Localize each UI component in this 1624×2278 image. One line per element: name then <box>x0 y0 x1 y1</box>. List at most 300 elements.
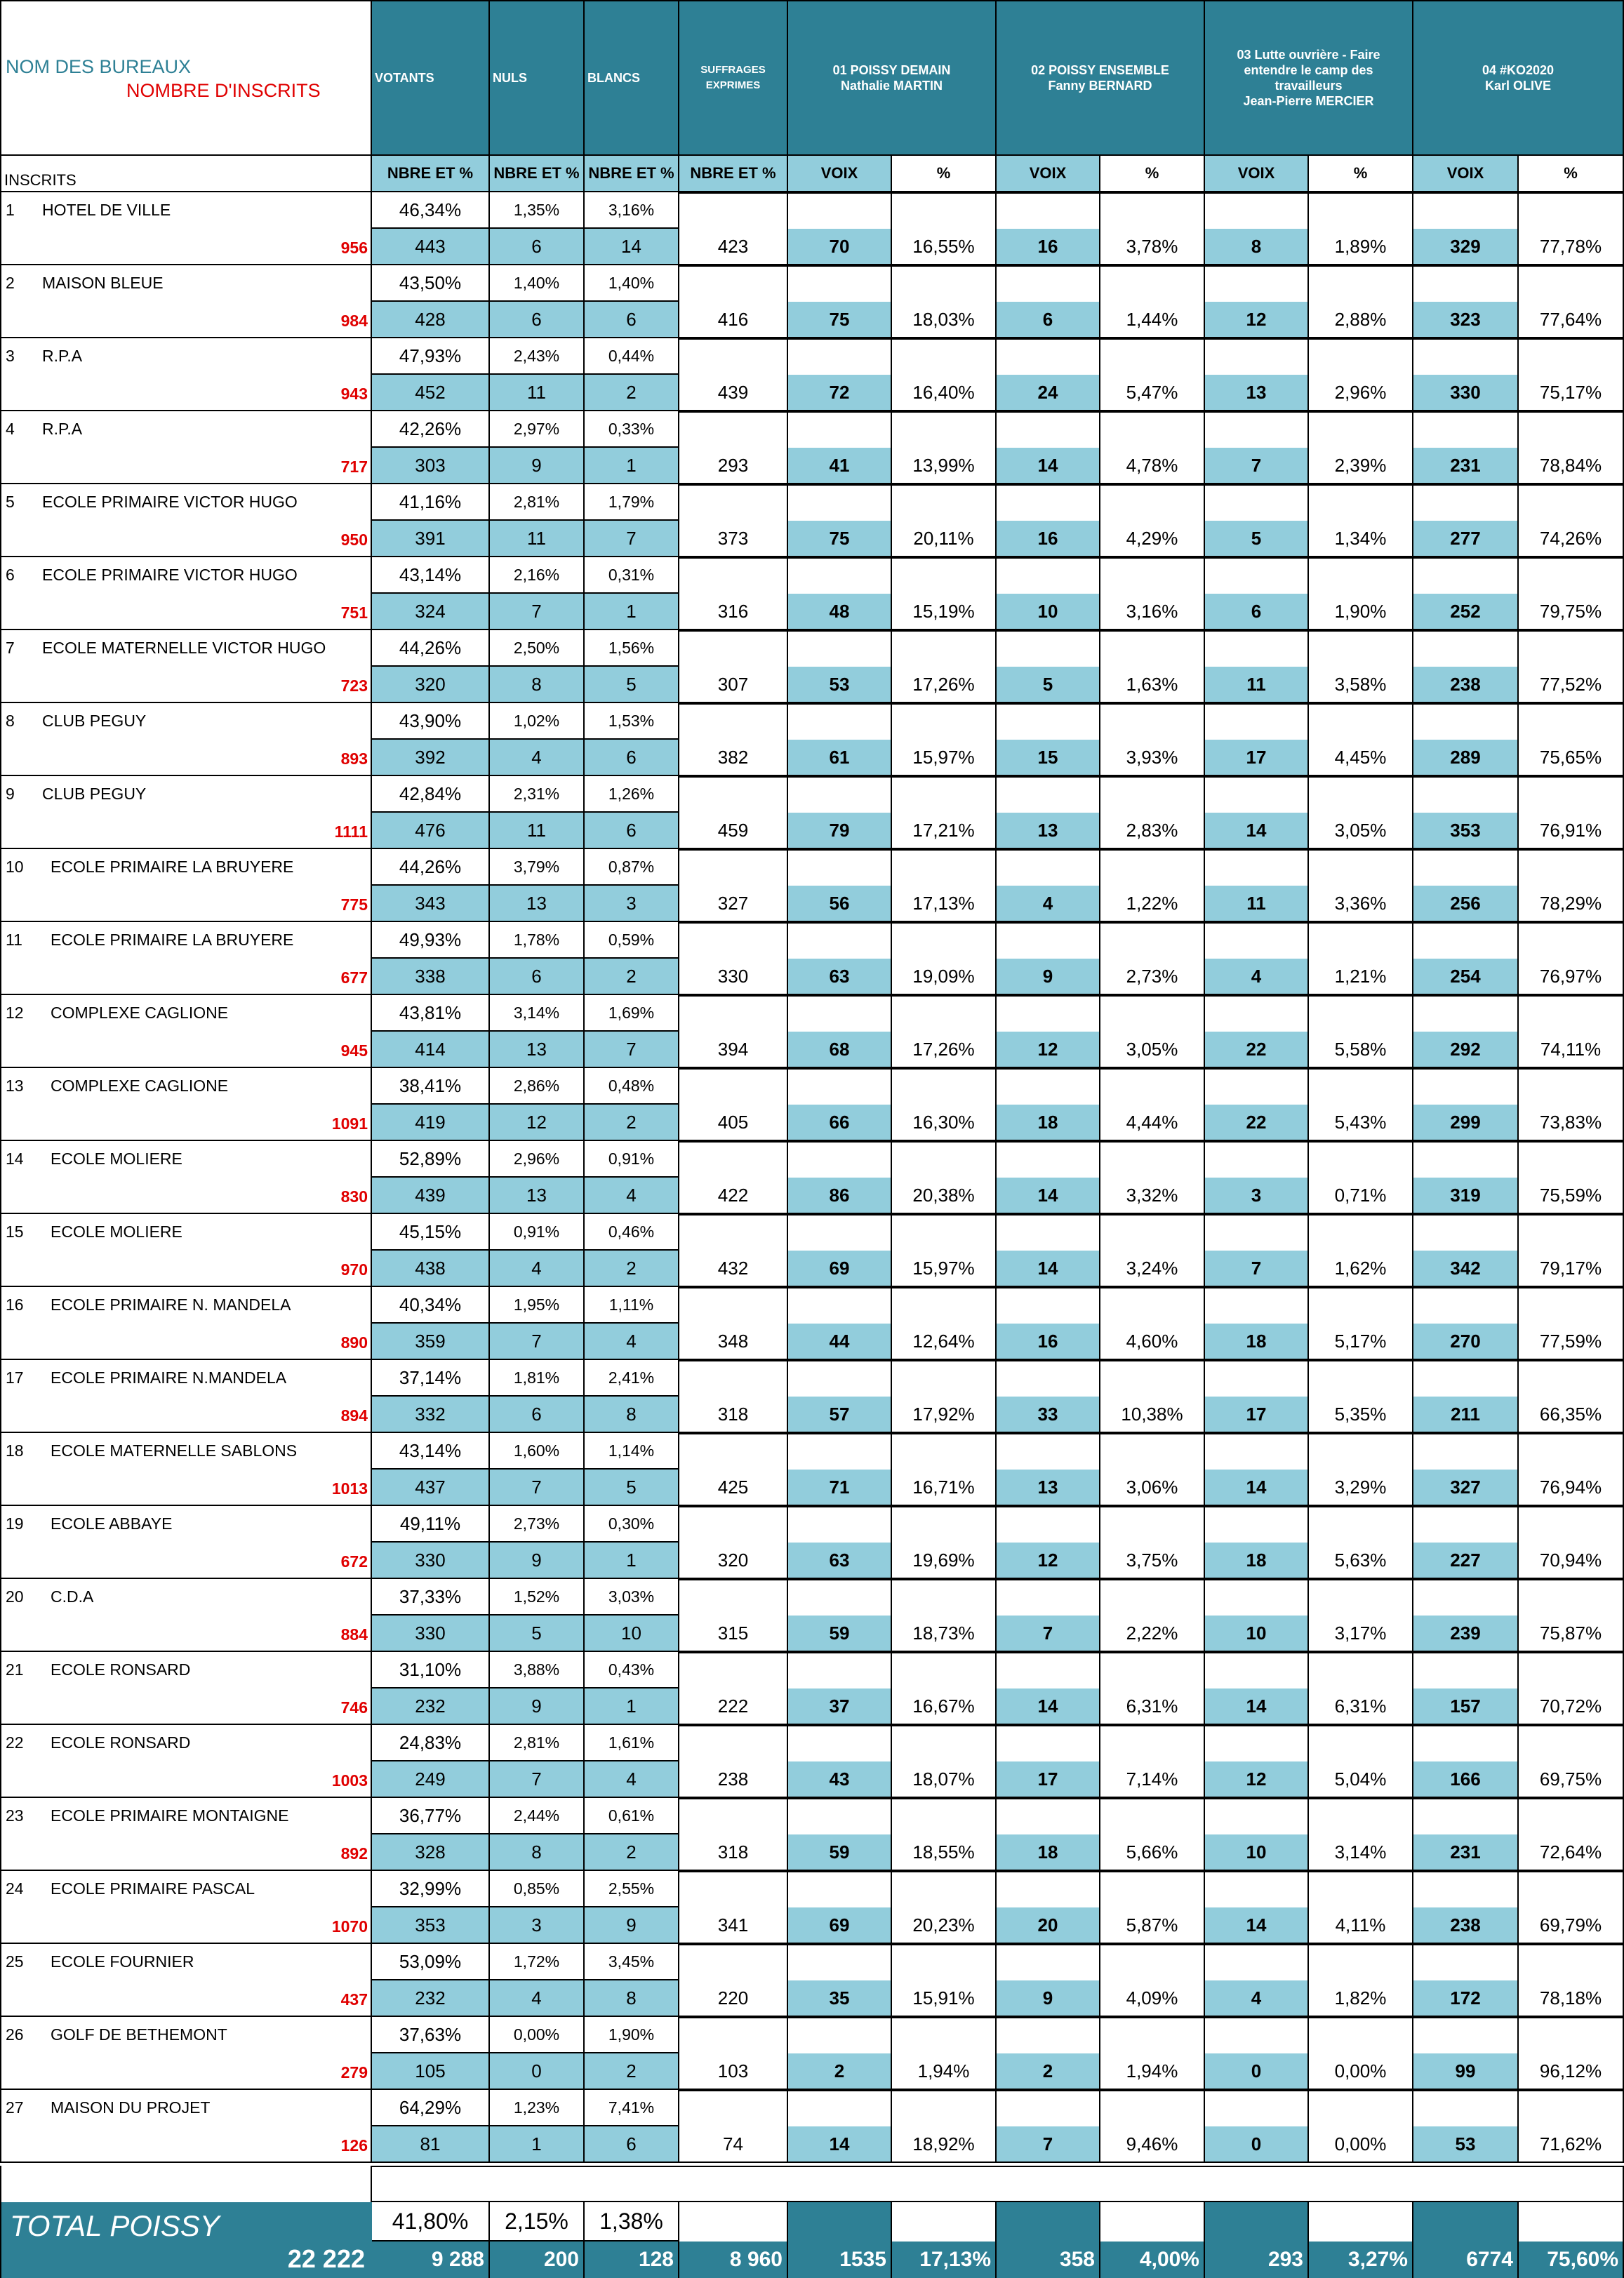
nuls-pct-cell: 2,97% <box>490 411 585 448</box>
c2-top-cell <box>997 703 1100 740</box>
c2-top-cell <box>997 1214 1100 1251</box>
bureau-name: COMPLEXE CAGLIONE <box>51 1077 229 1095</box>
bureau-name: ECOLE PRIMAIRE LA BRUYERE <box>51 931 294 949</box>
c4p-top-cell <box>1519 2017 1624 2053</box>
c4p-cell: 78,18% <box>1519 1980 1624 2017</box>
c3-top-cell <box>1205 1579 1309 1616</box>
table-row <box>0 1798 1624 1871</box>
blancs-pct-cell: 0,33% <box>585 411 679 448</box>
c3-cell: 4 <box>1205 1980 1309 2017</box>
votants-pct-cell: 24,83% <box>372 1725 490 1761</box>
total-blancs: 128 <box>585 2242 679 2278</box>
c4-top-cell <box>1413 1725 1519 1761</box>
nombre-inscrits-label: NOMBRE D'INSCRITS <box>126 80 321 101</box>
c2-top-cell <box>997 849 1100 886</box>
total-inscrits: 22 222 <box>287 2244 365 2273</box>
votants-cell: 452 <box>372 375 490 411</box>
c3p-cell: 1,89% <box>1309 229 1413 265</box>
table-row <box>0 922 1624 995</box>
table-header <box>0 0 1624 156</box>
c4p-top-cell <box>1519 1871 1624 1907</box>
blancs-pct-cell: 2,41% <box>585 1360 679 1397</box>
c1p-cell: 12,64% <box>892 1324 997 1360</box>
c1-cell: 59 <box>788 1834 892 1871</box>
bureau-number: 16 <box>6 1295 24 1314</box>
c1-cell: 69 <box>788 1907 892 1944</box>
c3p-cell: 2,96% <box>1309 375 1413 411</box>
votants-cell: 303 <box>372 448 490 484</box>
exprimes-top-cell <box>679 1360 788 1397</box>
total-nuls-pct: 2,15% <box>490 2202 585 2242</box>
c4p-top-cell <box>1519 703 1624 740</box>
c1p-top-cell <box>892 484 997 521</box>
c2-top-cell <box>997 2090 1100 2126</box>
exprimes-cell: 425 <box>679 1470 788 1506</box>
c3p-top-cell <box>1309 849 1413 886</box>
bureau-header-cell <box>0 0 372 156</box>
table-row <box>0 1433 1624 1506</box>
votants-pct-cell: 44,26% <box>372 630 490 667</box>
bureau-name: COMPLEXE CAGLIONE <box>51 1004 229 1022</box>
c3p-top-cell <box>1309 338 1413 375</box>
c4-cell: 256 <box>1413 886 1519 922</box>
c3p-cell: 6,31% <box>1309 1688 1413 1725</box>
votants-pct-cell: 41,16% <box>372 484 490 521</box>
c2-cell: 20 <box>997 1907 1100 1944</box>
nuls-pct-cell: 1,72% <box>490 1944 585 1980</box>
c3-top-cell <box>1205 776 1309 813</box>
votants-cell: 81 <box>372 2126 490 2163</box>
table-row <box>0 1725 1624 1798</box>
c3p-top-cell <box>1309 1579 1413 1616</box>
bureau-cell <box>0 2090 372 2163</box>
c3-cell: 0 <box>1205 2053 1309 2090</box>
blancs-pct-cell: 2,55% <box>585 1871 679 1907</box>
blancs-pct-cell: 0,30% <box>585 1506 679 1543</box>
c1p-top-cell <box>892 1871 997 1907</box>
c1p-top-cell <box>892 922 997 959</box>
nuls-cell: 6 <box>490 229 585 265</box>
bureau-number: 21 <box>6 1660 24 1679</box>
blancs-pct-cell: 1,26% <box>585 776 679 813</box>
c2-top-cell <box>997 484 1100 521</box>
bureau-number: 18 <box>6 1441 24 1460</box>
c2p-top-cell <box>1100 922 1205 959</box>
c4p-top-cell <box>1519 1360 1624 1397</box>
c2-cell: 18 <box>997 1834 1100 1871</box>
c1-cell: 41 <box>788 448 892 484</box>
bureau-name: ECOLE PRIMAIRE VICTOR HUGO <box>42 566 298 584</box>
c1p-top-cell <box>892 1506 997 1543</box>
c4-top-cell <box>1413 1652 1519 1688</box>
exprimes-cell: 423 <box>679 229 788 265</box>
c3-top-cell <box>1205 1798 1309 1834</box>
c4p-cell: 76,97% <box>1519 959 1624 995</box>
c3-cell: 8 <box>1205 229 1309 265</box>
c4-cell: 330 <box>1413 375 1519 411</box>
c2-cell: 16 <box>997 1324 1100 1360</box>
candidate-3-header <box>1205 0 1413 156</box>
c1p-cell: 1,94% <box>892 2053 997 2090</box>
c1-pct-header: % <box>892 156 997 192</box>
votants-pct-cell: 46,34% <box>372 192 490 229</box>
c2-top-cell <box>997 995 1100 1032</box>
c4p-cell: 77,78% <box>1519 229 1624 265</box>
c3-cell: 22 <box>1205 1032 1309 1068</box>
c4-top-cell <box>1413 484 1519 521</box>
c2-cell: 4 <box>997 886 1100 922</box>
c2p-top-cell <box>1100 557 1205 594</box>
bureau-name: ECOLE MOLIERE <box>51 1150 182 1168</box>
c1p-cell: 19,69% <box>892 1543 997 1579</box>
table-row <box>0 630 1624 703</box>
c4p-top-cell <box>1519 1652 1624 1688</box>
nuls-pct-cell: 2,16% <box>490 557 585 594</box>
votants-pct-cell: 42,84% <box>372 776 490 813</box>
c2p-cell: 3,06% <box>1100 1470 1205 1506</box>
votants-cell: 476 <box>372 813 490 849</box>
c4p-cell: 70,94% <box>1519 1543 1624 1579</box>
c2-cell: 7 <box>997 1616 1100 1652</box>
c2-cell: 14 <box>997 1251 1100 1287</box>
c4p-top-cell <box>1519 484 1624 521</box>
nuls-cell: 4 <box>490 1251 585 1287</box>
bureau-name: CLUB PEGUY <box>42 785 147 803</box>
nuls-pct-cell: 2,43% <box>490 338 585 375</box>
blancs-pct-cell: 0,59% <box>585 922 679 959</box>
c1p-top-cell <box>892 411 997 448</box>
bureau-name: ECOLE MATERNELLE SABLONS <box>51 1441 298 1460</box>
nuls-cell: 11 <box>490 521 585 557</box>
c1p-cell: 16,40% <box>892 375 997 411</box>
candidate-2-name: Fanny BERNARD <box>1048 79 1152 93</box>
nuls-pct-cell: 1,60% <box>490 1433 585 1470</box>
table-row <box>0 484 1624 557</box>
votants-cell: 443 <box>372 229 490 265</box>
c4-top-cell <box>1413 2017 1519 2053</box>
c1p-top-cell <box>892 557 997 594</box>
c2-top-cell <box>997 1652 1100 1688</box>
c3-cell: 0 <box>1205 2126 1309 2163</box>
c1p-cell: 15,91% <box>892 1980 997 2017</box>
c3p-cell: 0,00% <box>1309 2053 1413 2090</box>
blancs-cell: 2 <box>585 959 679 995</box>
c4p-cell: 79,17% <box>1519 1251 1624 1287</box>
c4-top-cell <box>1413 411 1519 448</box>
c4p-cell: 74,11% <box>1519 1032 1624 1068</box>
c2-cell: 10 <box>997 594 1100 630</box>
c3p-top-cell <box>1309 1068 1413 1105</box>
c4p-top-cell <box>1519 557 1624 594</box>
c3p-top-cell <box>1309 1871 1413 1907</box>
c3-top-cell <box>1205 1287 1309 1324</box>
bureau-number: 5 <box>6 493 15 511</box>
c3-top-cell <box>1205 1068 1309 1105</box>
bureau-inscrits: 890 <box>340 1333 368 1352</box>
c2-top-cell <box>997 1579 1100 1616</box>
exprimes-top-cell <box>679 630 788 667</box>
bureau-number: 9 <box>6 785 15 803</box>
votants-cell: 392 <box>372 740 490 776</box>
votants-cell: 439 <box>372 1178 490 1214</box>
exprimes-top-cell <box>679 922 788 959</box>
bureau-number: 26 <box>6 2025 24 2044</box>
c2p-cell: 9,46% <box>1100 2126 1205 2163</box>
table-row <box>0 849 1624 922</box>
c4-top-cell <box>1413 1871 1519 1907</box>
total-c1: 1535 <box>788 2242 892 2278</box>
nuls-cell: 11 <box>490 813 585 849</box>
c2p-top-cell <box>1100 2017 1205 2053</box>
c3p-cell: 5,35% <box>1309 1397 1413 1433</box>
blancs-cell: 1 <box>585 448 679 484</box>
blancs-cell: 1 <box>585 594 679 630</box>
c4-cell: 99 <box>1413 2053 1519 2090</box>
votants-cell: 391 <box>372 521 490 557</box>
c2-cell: 9 <box>997 959 1100 995</box>
c2-cell: 9 <box>997 1980 1100 2017</box>
c4-cell: 292 <box>1413 1032 1519 1068</box>
c4-cell: 323 <box>1413 302 1519 338</box>
total-row <box>0 2166 1624 2278</box>
exprimes-cell: 320 <box>679 1543 788 1579</box>
c1-top-cell <box>788 557 892 594</box>
votants-cell: 324 <box>372 594 490 630</box>
c3p-top-cell <box>1309 776 1413 813</box>
exprimes-top-cell <box>679 484 788 521</box>
blancs-cell: 1 <box>585 1543 679 1579</box>
c4p-cell: 71,62% <box>1519 2126 1624 2163</box>
c1p-cell: 20,38% <box>892 1178 997 1214</box>
total-spacer-right <box>372 2166 1624 2202</box>
votants-pct-cell: 40,34% <box>372 1287 490 1324</box>
blancs-pct-cell: 1,14% <box>585 1433 679 1470</box>
c4p-cell: 66,35% <box>1519 1397 1624 1433</box>
c2p-cell: 3,16% <box>1100 594 1205 630</box>
c1p-cell: 15,19% <box>892 594 997 630</box>
c2p-cell: 3,24% <box>1100 1251 1205 1287</box>
blancs-pct-cell: 3,16% <box>585 192 679 229</box>
votants-pct-cell: 47,93% <box>372 338 490 375</box>
bureau-cell <box>0 192 372 265</box>
c3-cell: 11 <box>1205 886 1309 922</box>
blancs-cell: 2 <box>585 1251 679 1287</box>
bureau-name: ECOLE PRIMAIRE N.MANDELA <box>51 1368 287 1387</box>
c2p-cell: 1,94% <box>1100 2053 1205 2090</box>
c1p-cell: 15,97% <box>892 740 997 776</box>
c4-cell: 239 <box>1413 1616 1519 1652</box>
bureau-number: 10 <box>6 858 24 876</box>
c3p-top-cell <box>1309 265 1413 302</box>
c3-cell: 18 <box>1205 1324 1309 1360</box>
votants-cell: 320 <box>372 667 490 703</box>
c3-top-cell <box>1205 2090 1309 2126</box>
c4p-top-cell <box>1519 922 1624 959</box>
c1p-cell: 16,30% <box>892 1105 997 1141</box>
exprimes-cell: 416 <box>679 302 788 338</box>
c4-cell: 329 <box>1413 229 1519 265</box>
c3-top-cell <box>1205 703 1309 740</box>
c3-cell: 14 <box>1205 1470 1309 1506</box>
exprimes-cell: 373 <box>679 521 788 557</box>
total-votants-pct: 41,80% <box>372 2202 490 2242</box>
c3p-cell: 5,04% <box>1309 1761 1413 1798</box>
exprimes-top-cell <box>679 1141 788 1178</box>
exprimes-top-cell <box>679 338 788 375</box>
votants-cell: 343 <box>372 886 490 922</box>
bureau-inscrits: 1111 <box>334 822 368 841</box>
c1p-cell: 15,97% <box>892 1251 997 1287</box>
c3-cell: 17 <box>1205 1397 1309 1433</box>
c2-top-cell <box>997 338 1100 375</box>
table-row <box>0 1871 1624 1944</box>
c2p-top-cell <box>1100 1579 1205 1616</box>
c4p-top-cell <box>1519 1433 1624 1470</box>
bureau-cell <box>0 1433 372 1506</box>
bureau-cell <box>0 1287 372 1360</box>
c4-cell: 238 <box>1413 1907 1519 1944</box>
exprimes-top-cell <box>679 1506 788 1543</box>
votants-pct-cell: 42,26% <box>372 411 490 448</box>
c1-cell: 69 <box>788 1251 892 1287</box>
total-c1p: 17,13% <box>892 2242 997 2278</box>
votants-cell: 338 <box>372 959 490 995</box>
bureau-number: 15 <box>6 1223 24 1241</box>
bureau-number: 22 <box>6 1733 24 1752</box>
c1-top-cell <box>788 2017 892 2053</box>
bureau-name: ECOLE PRIMAIRE LA BRUYERE <box>51 858 294 876</box>
inscrits-subheader-cell <box>0 156 372 192</box>
c3p-top-cell <box>1309 1214 1413 1251</box>
c1-cell: 63 <box>788 1543 892 1579</box>
c4-top-cell <box>1413 1068 1519 1105</box>
c3p-cell: 1,82% <box>1309 1980 1413 2017</box>
c2-cell: 15 <box>997 740 1100 776</box>
c4-cell: 299 <box>1413 1105 1519 1141</box>
exprimes-top-cell <box>679 265 788 302</box>
blancs-cell: 7 <box>585 521 679 557</box>
exprimes-top-cell <box>679 1214 788 1251</box>
c3p-top-cell <box>1309 1141 1413 1178</box>
c4-cell: 53 <box>1413 2126 1519 2163</box>
nuls-cell: 3 <box>490 1907 585 1944</box>
table-row <box>0 265 1624 338</box>
c1p-top-cell <box>892 338 997 375</box>
c3-top-cell <box>1205 1725 1309 1761</box>
exprimes-cell: 341 <box>679 1907 788 1944</box>
bureau-name: ECOLE FOURNIER <box>51 1952 194 1971</box>
c3-top-cell <box>1205 557 1309 594</box>
c4p-cell: 75,87% <box>1519 1616 1624 1652</box>
c3-cell: 3 <box>1205 1178 1309 1214</box>
c4p-top-cell <box>1519 630 1624 667</box>
c2-cell: 12 <box>997 1032 1100 1068</box>
votants-pct-cell: 32,99% <box>372 1871 490 1907</box>
c3p-cell: 3,58% <box>1309 667 1413 703</box>
exprimes-top-cell <box>679 1725 788 1761</box>
bureau-cell <box>0 1725 372 1798</box>
c3p-top-cell <box>1309 411 1413 448</box>
c3p-top-cell <box>1309 1287 1413 1324</box>
c1-cell: 14 <box>788 2126 892 2163</box>
c4-top-cell <box>1413 1287 1519 1324</box>
nuls-pct-cell: 1,35% <box>490 192 585 229</box>
total-c1p-top <box>892 2202 997 2242</box>
total-c2p-top <box>1100 2202 1205 2242</box>
c3p-cell: 2,39% <box>1309 448 1413 484</box>
blancs-pct-cell: 7,41% <box>585 2090 679 2126</box>
exprimes-cell: 307 <box>679 667 788 703</box>
votants-pct-cell: 37,14% <box>372 1360 490 1397</box>
bureau-number: 12 <box>6 1004 24 1022</box>
c3-top-cell <box>1205 1944 1309 1980</box>
c1p-cell: 18,03% <box>892 302 997 338</box>
total-c2-top <box>997 2202 1100 2242</box>
c4-top-cell <box>1413 995 1519 1032</box>
c4p-top-cell <box>1519 849 1624 886</box>
c4-top-cell <box>1413 1360 1519 1397</box>
bureau-cell <box>0 776 372 849</box>
nuls-pct-cell: 1,78% <box>490 922 585 959</box>
bureau-name: ECOLE MOLIERE <box>51 1223 182 1241</box>
c4-cell: 231 <box>1413 448 1519 484</box>
c2p-top-cell <box>1100 192 1205 229</box>
c1-top-cell <box>788 1652 892 1688</box>
c1p-cell: 18,92% <box>892 2126 997 2163</box>
nuls-cell: 12 <box>490 1105 585 1141</box>
c2-cell: 7 <box>997 2126 1100 2163</box>
c2-cell: 33 <box>997 1397 1100 1433</box>
c2p-top-cell <box>1100 484 1205 521</box>
c3-top-cell <box>1205 1141 1309 1178</box>
c3-cell: 4 <box>1205 959 1309 995</box>
c1-top-cell <box>788 411 892 448</box>
bureau-cell <box>0 338 372 411</box>
blancs-cell: 6 <box>585 813 679 849</box>
c1p-top-cell <box>892 1652 997 1688</box>
c4p-cell: 76,91% <box>1519 813 1624 849</box>
candidate-1-list: 01 POISSY DEMAIN <box>832 63 951 77</box>
blancs-pct-cell: 1,79% <box>585 484 679 521</box>
exprimes-cell: 318 <box>679 1834 788 1871</box>
c2p-top-cell <box>1100 995 1205 1032</box>
total-c4p-top <box>1519 2202 1624 2242</box>
c1-cell: 75 <box>788 302 892 338</box>
nuls-cell: 7 <box>490 1761 585 1798</box>
bureau-cell <box>0 1214 372 1287</box>
c3-cell: 11 <box>1205 667 1309 703</box>
votants-cell: 330 <box>372 1616 490 1652</box>
c2p-top-cell <box>1100 1068 1205 1105</box>
c2p-top-cell <box>1100 338 1205 375</box>
blancs-cell: 14 <box>585 229 679 265</box>
blancs-pct-cell: 1,61% <box>585 1725 679 1761</box>
c4p-cell: 69,79% <box>1519 1907 1624 1944</box>
bureau-name: ECOLE PRIMAIRE VICTOR HUGO <box>42 493 298 511</box>
c2p-cell: 3,32% <box>1100 1178 1205 1214</box>
nuls-cell: 7 <box>490 1470 585 1506</box>
c1-cell: 56 <box>788 886 892 922</box>
c3p-cell: 0,00% <box>1309 2126 1413 2163</box>
c1-top-cell <box>788 995 892 1032</box>
c1-cell: 35 <box>788 1980 892 2017</box>
c4-cell: 227 <box>1413 1543 1519 1579</box>
c2-top-cell <box>997 1944 1100 1980</box>
nuls-cell: 13 <box>490 1032 585 1068</box>
exprimes-top-cell <box>679 849 788 886</box>
candidate-4-name: Karl OLIVE <box>1484 79 1552 93</box>
bureau-inscrits: 984 <box>340 312 368 330</box>
